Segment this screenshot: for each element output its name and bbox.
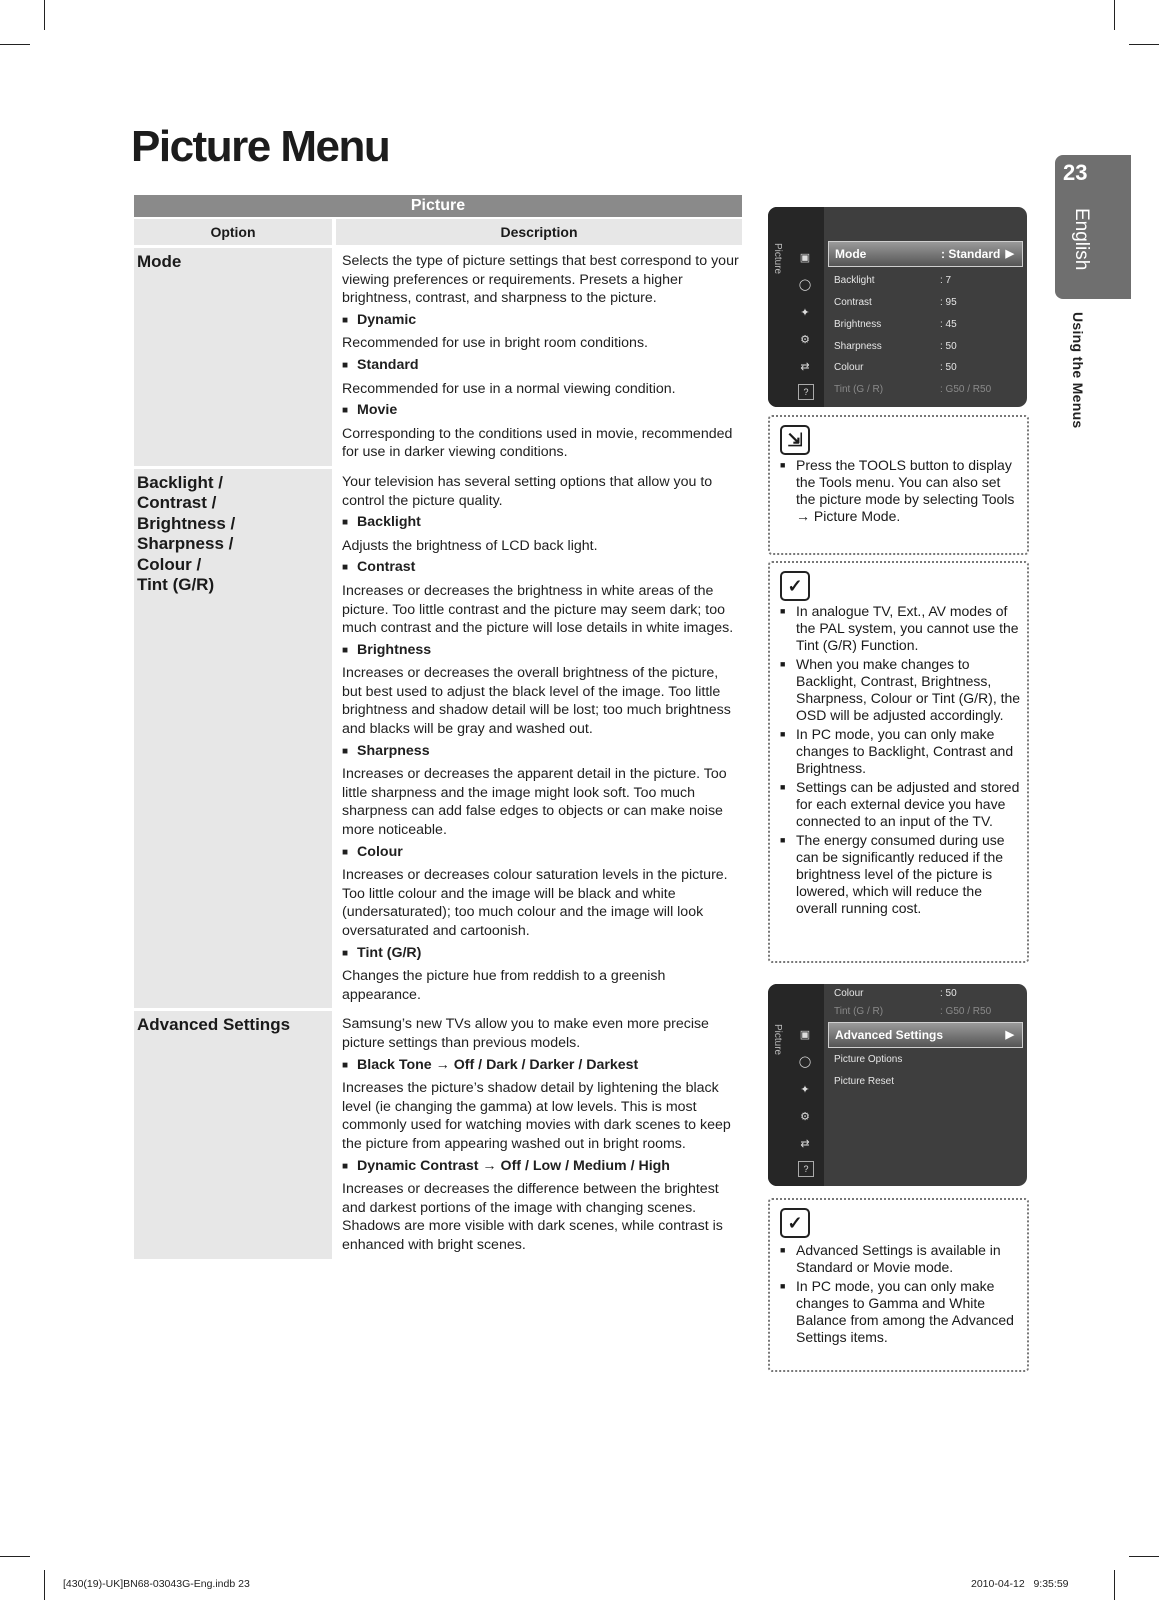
sub-item-text: Increases or decreases the overall brightness of the picture, but best used to adjust the black level of the image. Too little brightness and shadow detail will be lost; too much brightness and blacks will be gray and washed out.	[342, 665, 731, 738]
column-header-description: Description	[336, 217, 742, 245]
description-cell	[336, 1008, 742, 1258]
channel-icon: ✦	[800, 1083, 810, 1096]
option-cell	[134, 466, 336, 1008]
option-label-line: Backlight /	[137, 472, 223, 492]
osd-row-label: Sharpness	[834, 341, 882, 352]
tab-language: English	[1071, 208, 1092, 271]
osd-row[interactable]	[828, 1002, 1023, 1022]
table-row	[134, 1008, 742, 1258]
option-cell	[134, 1008, 336, 1258]
sub-item-text: Increases or decreases the brightness in white areas of the picture. Too little contrast and the picture may seem dark; too much contrast and the picture will lose details in white images.	[342, 582, 734, 637]
sub-item-name: ■ Colour	[342, 843, 739, 864]
footer-timestamp: 2010-04-12 9:35:59	[971, 1578, 1069, 1590]
osd-menu-title: Picture	[772, 1024, 783, 1056]
sub-item-name: ■ Sharpness	[342, 742, 739, 763]
osd-row-label: Colour	[834, 988, 864, 999]
table-caption: Picture	[134, 195, 742, 217]
osd-row-label: Mode	[835, 247, 867, 261]
osd-icon-column	[768, 984, 824, 1186]
page-title: Picture Menu	[131, 122, 390, 171]
osd-row-label: Contrast	[834, 297, 872, 308]
osd-row-label: Advanced Settings	[835, 1028, 944, 1042]
note-item: ■ In PC mode, you can only make changes to Gamma and White Balance from among the Advanced Settings items.	[780, 1278, 1021, 1346]
arrow-right-icon: ▶	[1005, 1029, 1014, 1041]
sub-item-name: ■ Dynamic Contrast → Off / Low / Medium / High	[342, 1157, 739, 1178]
description-cell	[336, 466, 742, 1008]
sub-item-text: Increases or decreases the apparent detail in the picture. Too little sharpness and the image might look soft. Too much sharpness can add false edges to objects or can make noise more noticeable.	[342, 766, 727, 839]
option-cell	[134, 245, 336, 466]
note-item: ■ When you make changes to Backlight, Contrast, Brightness, Sharpness, Colour or Tint (G/R), the OSD will be adjusted accordingly.	[780, 656, 1021, 724]
note-icon: ✓	[780, 571, 810, 601]
osd-row[interactable]	[828, 1072, 1023, 1092]
page-number: 23	[1063, 160, 1088, 185]
description-intro: Your television has several setting options that allow you to control the picture quality.	[342, 473, 713, 509]
osd-advanced-settings	[768, 984, 1027, 1186]
input-icon: ⇄	[800, 360, 810, 373]
sub-item-name: ■ Tint (G/R)	[342, 944, 739, 965]
osd-row-value: : 95	[940, 297, 957, 308]
osd-icon-column	[768, 207, 824, 407]
osd-row-label: Tint (G / R)	[834, 1006, 884, 1017]
option-label-line: Sharpness /	[137, 534, 234, 554]
osd-menu-title: Picture	[772, 243, 783, 275]
option-label: Mode	[137, 252, 182, 271]
osd-picture-menu	[768, 207, 1027, 407]
note-box	[768, 561, 1029, 963]
option-label-line: Colour /	[137, 554, 202, 574]
note-item: ■ Advanced Settings is available in Standard or Movie mode.	[780, 1242, 1021, 1276]
sub-item-name: ■ Brightness	[342, 641, 739, 662]
sound-icon: ◯	[798, 278, 812, 291]
picture-menu-table	[134, 195, 742, 1259]
note-box	[768, 1198, 1029, 1372]
note-item: ■ The energy consumed during use can be significantly reduced if the brightness level of the picture is lowered, which will reduce the overall running cost.	[780, 832, 1021, 917]
sub-item-text: Recommended for use in a normal viewing condition.	[342, 380, 676, 397]
sub-item-text: Increases the picture’s shadow detail by lightening the black level (ie changing the gamma) at low levels. This is most commonly used for watching movies with dark scenes to keep the picture from appearing washed out in bright rooms.	[342, 1080, 731, 1152]
note-item: ■ In analogue TV, Ext., AV modes of the PAL system, you cannot use the Tint (G/R) Function.	[780, 603, 1021, 654]
osd-row-selected[interactable]	[828, 1022, 1023, 1048]
osd-row[interactable]	[828, 293, 1023, 313]
osd-row[interactable]	[828, 380, 1023, 400]
note-item: ■ In PC mode, you can only make changes to Backlight, Contrast and Brightness.	[780, 726, 1021, 777]
channel-icon: ✦	[800, 306, 810, 319]
osd-row-label: Tint (G / R)	[834, 384, 884, 395]
osd-row[interactable]	[828, 271, 1023, 291]
osd-row[interactable]	[828, 1050, 1023, 1070]
sound-icon: ◯	[798, 1055, 812, 1068]
option-label-line: Tint (G/R)	[137, 575, 215, 595]
osd-row-value: : Standard	[941, 247, 1001, 261]
sub-item-text: Increases or decreases the difference between the brightest and darkest portions of the image with changing scenes. Shadows are more visible with dark scenes, while contrast is enhanced with bright scenes.	[342, 1181, 723, 1253]
note-item: ■ Press the TOOLS button to display the Tools menu. You can also set the picture mode by selecting Tools → Picture Mode.	[780, 457, 1021, 525]
footer-file-info: [430(19)-UK]BN68-03043G-Eng.indb 23	[63, 1578, 250, 1590]
sub-item-name: ■ Dynamic	[342, 311, 739, 332]
tools-note	[768, 415, 1029, 555]
setup-icon: ⚙	[800, 333, 810, 346]
sub-item-name: ■ Black Tone → Off / Dark / Darker / Darkest	[342, 1056, 739, 1077]
tab-section: Using the Menus	[1070, 312, 1086, 429]
setup-icon: ⚙	[800, 1110, 810, 1123]
arrow-right-icon: ▶	[1005, 248, 1014, 260]
sub-item-name: ■ Backlight	[342, 513, 739, 534]
osd-row[interactable]	[828, 315, 1023, 335]
support-icon: ?	[798, 1161, 814, 1177]
osd-row-value: : 45	[940, 319, 957, 330]
osd-row[interactable]	[828, 337, 1023, 357]
osd-row[interactable]	[828, 358, 1023, 378]
sub-item-text: Recommended for use in bright room conditions.	[342, 335, 648, 352]
tools-icon: ⇲	[780, 425, 810, 455]
column-header-option: Option	[134, 217, 336, 245]
osd-row-label: Picture Options	[834, 1054, 903, 1065]
osd-row[interactable]	[828, 984, 1023, 1004]
sub-item-text: Adjusts the brightness of LCD back light.	[342, 537, 598, 554]
picture-icon: ▣	[799, 1028, 811, 1041]
input-icon: ⇄	[800, 1137, 810, 1150]
option-label-line: Brightness /	[137, 513, 236, 533]
osd-row-value: : G50 / R50	[940, 384, 992, 395]
sub-item-name: ■ Movie	[342, 401, 739, 422]
description-cell	[336, 245, 742, 466]
sub-item-name: ■ Standard	[342, 356, 739, 377]
sub-item-name: ■ Contrast	[342, 558, 739, 579]
osd-row-label: Picture Reset	[834, 1076, 895, 1087]
osd-row-value: : G50 / R50	[940, 1006, 992, 1017]
osd-row-selected[interactable]	[828, 241, 1023, 267]
table-row	[134, 466, 742, 1008]
note-item: ■ Settings can be adjusted and stored for each external device you have connected to an input of the TV.	[780, 779, 1021, 830]
support-icon: ?	[798, 384, 814, 400]
table-row	[134, 245, 742, 466]
sub-item-text: Corresponding to the conditions used in movie, recommended for use in darker viewing conditions.	[342, 425, 733, 461]
osd-row-label: Backlight	[834, 275, 875, 286]
osd-row-label: Colour	[834, 362, 864, 373]
picture-icon: ▣	[799, 251, 811, 264]
osd-row-value: : 50	[940, 362, 957, 373]
osd-row-label: Brightness	[834, 319, 882, 330]
description-intro: Selects the type of picture settings that best correspond to your viewing preferences or requirements. Presets a higher brightness, contrast, and sharpness to the picture.	[342, 253, 739, 307]
osd-row-value: : 50	[940, 341, 957, 352]
note-icon: ✓	[780, 1208, 810, 1238]
option-label-line: Contrast /	[137, 493, 217, 513]
option-label: Advanced Settings	[137, 1015, 291, 1035]
sub-item-text: Changes the picture hue from reddish to a greenish appearance.	[342, 968, 666, 1003]
osd-row-value: : 7	[940, 275, 952, 286]
osd-row-value: : 50	[940, 988, 957, 999]
description-intro: Samsung’s new TVs allow you to make even more precise picture settings than previous models.	[342, 1016, 709, 1051]
sub-item-text: Increases or decreases colour saturation levels in the picture. Too little colour and the image will be black and white (undersaturated); too much colour and the image will look oversaturated and cartoonish.	[342, 867, 728, 939]
